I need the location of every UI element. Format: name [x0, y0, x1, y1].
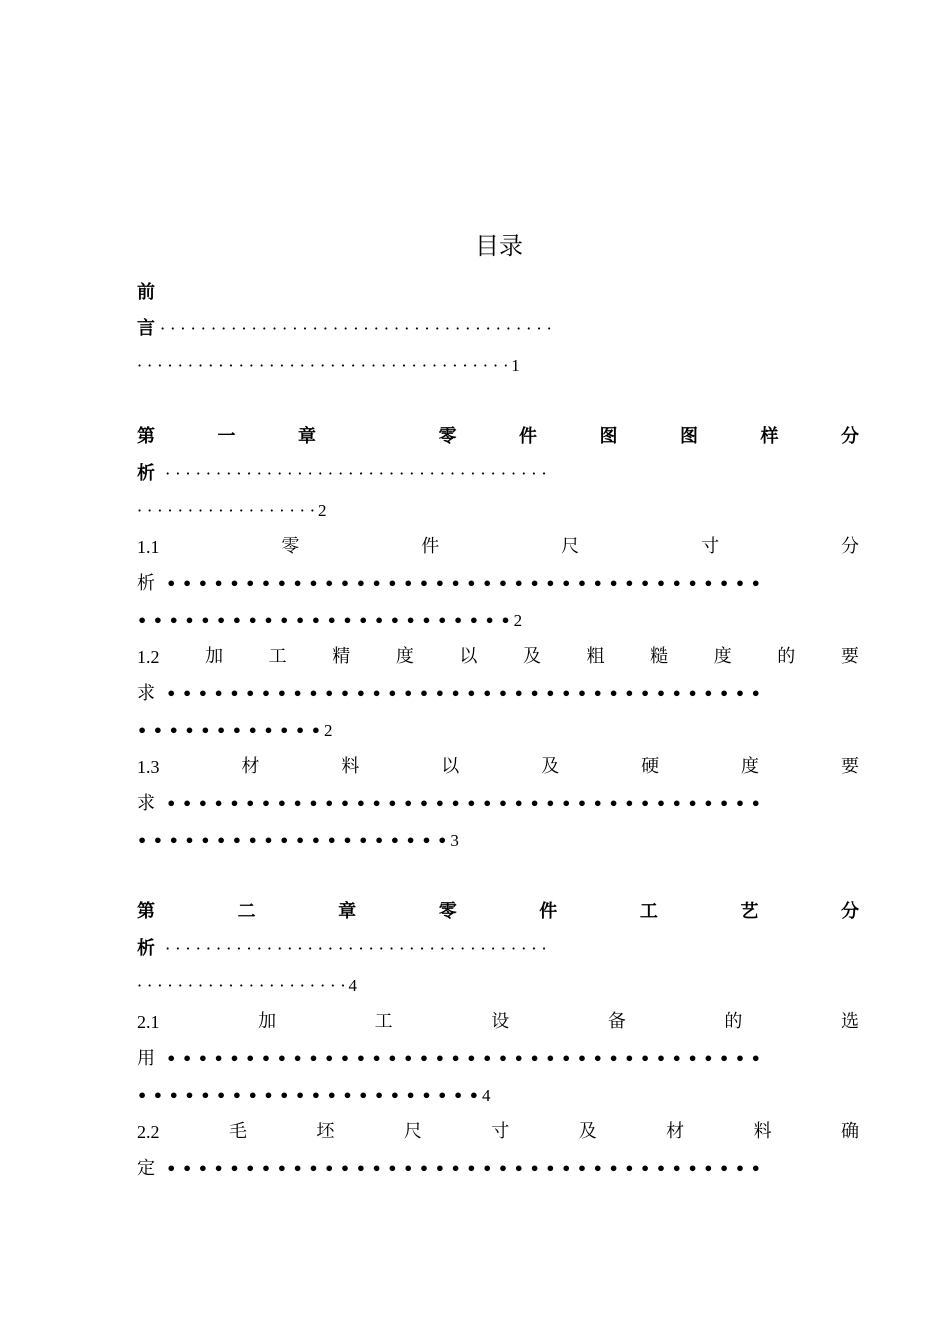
toc-char: 求	[137, 683, 155, 704]
toc-entry-chapter-2-line2[interactable]	[137, 934, 547, 964]
toc-entry-section-1-1-line3[interactable]	[137, 606, 522, 636]
toc-char: 毛	[228, 1121, 247, 1142]
toc-entry-section-1-1-line2[interactable]	[137, 569, 761, 599]
toc-char: 件	[421, 536, 440, 557]
toc-char: 以	[459, 646, 478, 667]
toc-char: 料	[341, 756, 360, 777]
toc-char: 二	[237, 901, 256, 922]
toc-entry-section-1-2-line3[interactable]	[137, 716, 333, 746]
toc-char: 及	[522, 646, 541, 667]
dot-leader: · · · · · · · · · · · · · · · · · · · · ·	[137, 976, 346, 995]
toc-section-number: 2.1	[137, 1012, 160, 1032]
toc-char: 料	[753, 1121, 772, 1142]
toc-title: 目录	[475, 232, 523, 260]
toc-char: 工	[374, 1011, 393, 1032]
toc-char: 章	[338, 901, 357, 922]
toc-page-number: 4	[481, 1086, 491, 1105]
toc-char: 糙	[650, 646, 669, 667]
toc-entry-preface-line2[interactable]	[137, 314, 552, 344]
toc-char: 的	[724, 1011, 743, 1032]
toc-page-number: 2	[324, 721, 333, 740]
toc-char: 样	[760, 426, 779, 447]
toc-entry-chapter-1-line2[interactable]	[137, 459, 547, 489]
toc-char: 尺	[561, 536, 580, 557]
toc-char: 硬	[641, 756, 660, 777]
dot-leader: · · · · · · · · · · · · · · · · · · · · · · · · · · · · · · · · · · · · ·	[137, 356, 509, 375]
dot-leader: • • • • • • • • • • • • • • • • • • • • • • • • • • • • • • • • • • • • • •	[155, 1049, 761, 1068]
toc-char: 第	[137, 901, 155, 922]
toc-entry-section-2-1-line3[interactable]	[137, 1081, 490, 1111]
toc-char: 度	[713, 646, 732, 667]
toc-char: 选	[840, 1011, 859, 1032]
toc-char: 粗	[586, 646, 605, 667]
dot-leader: · · · · · · · · · · · · · · · · · · · · · · · · · · · · · · · · · · · · · ·	[155, 464, 547, 483]
toc-char: 及	[578, 1121, 597, 1142]
toc-page-number: 2	[318, 501, 327, 520]
toc-entry-section-1-3[interactable]	[137, 752, 859, 782]
toc-char: 章	[298, 426, 316, 447]
toc-char: 一	[217, 426, 236, 447]
toc-page-number: 1	[511, 356, 520, 375]
toc-section-number: 1.2	[137, 647, 160, 667]
dot-leader: · · · · · · · · · · · · · · · · · · · · · · · · · · · · · · · · · · · · · ·	[155, 939, 547, 958]
dot-leader: · · · · · · · · · · · · · · · · · · · · · · · · · · · · · · · · · · · · · · ·	[155, 319, 552, 338]
toc-entry-chapter-1-line3[interactable]	[137, 496, 327, 526]
toc-entry-chapter-1[interactable]	[137, 422, 859, 452]
toc-entry-text: 言	[137, 318, 155, 339]
toc-char: 设	[491, 1011, 510, 1032]
dot-leader: • • • • • • • • • • • • • • • • • • • • • • • • • • • • • • • • • • • • • •	[155, 1159, 761, 1178]
toc-entry-section-2-2[interactable]	[137, 1117, 859, 1147]
toc-char: 零	[438, 901, 457, 922]
dot-leader: • • • • • • • • • • • • • • • • • • • • • • • •	[137, 611, 511, 630]
toc-entry-preface-line1[interactable]	[137, 278, 155, 308]
dot-leader: • • • • • • • • • • • •	[137, 721, 321, 740]
toc-char: 分	[841, 426, 859, 447]
toc-entry-preface-line3[interactable]	[137, 351, 520, 381]
dot-leader: • • • • • • • • • • • • • • • • • • • • • • • • • • • • • • • • • • • • • •	[155, 684, 761, 703]
toc-char: 度	[395, 646, 414, 667]
toc-char: 备	[607, 1011, 626, 1032]
toc-entry-section-1-3-line3[interactable]	[137, 826, 459, 856]
dot-leader: • • • • • • • • • • • • • • • • • • • • • •	[137, 1086, 479, 1105]
toc-entry-chapter-2[interactable]	[137, 897, 859, 927]
toc-char: 要	[840, 646, 859, 667]
dot-leader: • • • • • • • • • • • • • • • • • • • •	[137, 831, 448, 850]
toc-entry-section-1-2[interactable]	[137, 642, 859, 672]
toc-section-number: 2.2	[137, 1122, 160, 1142]
toc-entry-text: 前	[137, 282, 155, 303]
toc-page-number: 4	[348, 976, 358, 995]
toc-entry-section-2-1-line2[interactable]	[137, 1044, 761, 1074]
toc-entry-section-2-1[interactable]	[137, 1007, 859, 1037]
toc-char: 图	[599, 426, 618, 447]
toc-char: 度	[741, 756, 760, 777]
toc-char: 析	[137, 573, 155, 594]
toc-char: 尺	[403, 1121, 422, 1142]
toc-entry-chapter-2-line3[interactable]	[137, 971, 357, 1001]
toc-page-number: 3	[450, 831, 459, 850]
toc-char: 艺	[740, 901, 759, 922]
toc-char: 加	[258, 1011, 277, 1032]
dot-leader: • • • • • • • • • • • • • • • • • • • • • • • • • • • • • • • • • • • • • •	[155, 574, 761, 593]
toc-entry-section-1-3-line2[interactable]	[137, 789, 761, 819]
toc-char: 件	[539, 901, 558, 922]
toc-char: 材	[666, 1121, 685, 1142]
toc-entry-section-1-2-line2[interactable]	[137, 679, 761, 709]
toc-char: 工	[268, 646, 287, 667]
toc-char: 析	[137, 463, 155, 484]
toc-char: 寸	[701, 536, 720, 557]
toc-char: 分	[840, 901, 859, 922]
toc-char: 的	[777, 646, 796, 667]
toc-char: 及	[541, 756, 560, 777]
dot-leader: • • • • • • • • • • • • • • • • • • • • • • • • • • • • • • • • • • • • • •	[155, 794, 761, 813]
toc-entry-section-1-1[interactable]	[137, 532, 859, 562]
toc-char: 材	[241, 756, 260, 777]
toc-section-number: 1.3	[137, 757, 160, 777]
toc-char: 工	[639, 901, 658, 922]
toc-char: 图	[680, 426, 698, 447]
toc-page-number: 2	[513, 611, 523, 630]
toc-char: 定	[137, 1158, 155, 1179]
toc-char: 精	[332, 646, 351, 667]
dot-leader: · · · · · · · · · · · · · · · · · ·	[137, 501, 316, 520]
toc-char: 坯	[316, 1121, 335, 1142]
toc-char: 分	[840, 536, 859, 557]
toc-char: 确	[841, 1121, 859, 1142]
toc-char: 求	[137, 793, 155, 814]
toc-char: 件	[519, 426, 537, 447]
toc-char: 零	[281, 536, 300, 557]
toc-section-number: 1.1	[137, 537, 160, 557]
toc-char: 零	[438, 426, 457, 447]
toc-entry-section-2-2-line2[interactable]	[137, 1154, 761, 1184]
toc-char: 第	[137, 426, 155, 447]
toc-char: 用	[137, 1048, 155, 1069]
toc-char: 加	[205, 646, 224, 667]
toc-char: 寸	[491, 1121, 510, 1142]
toc-char: 析	[137, 938, 155, 959]
toc-char: 要	[840, 756, 859, 777]
toc-char: 以	[441, 756, 460, 777]
